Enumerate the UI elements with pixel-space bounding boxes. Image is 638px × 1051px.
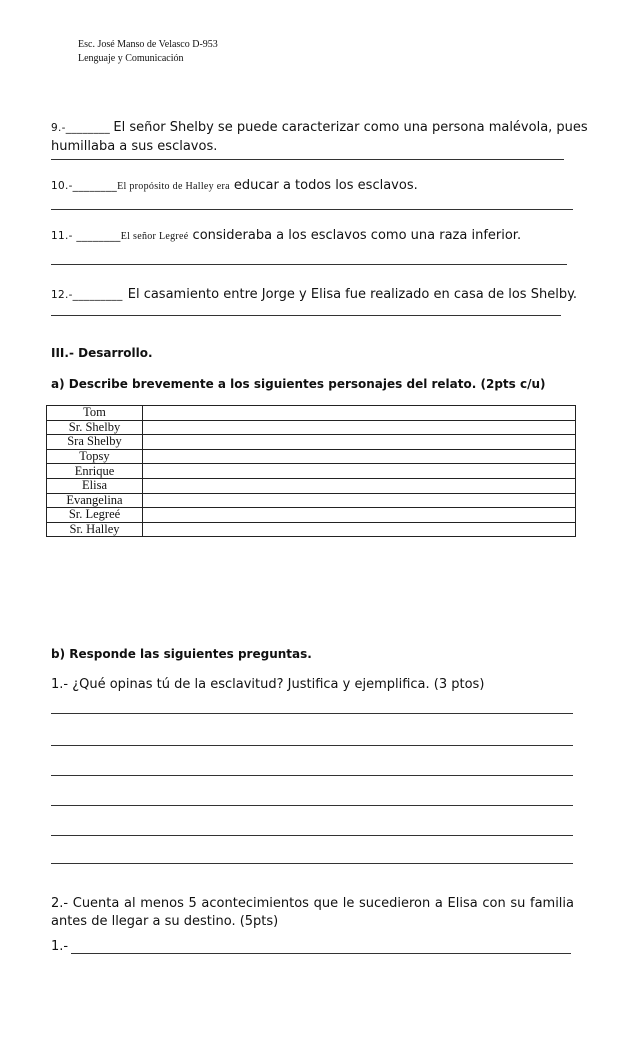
part-b-question-2-line1: 2.- Cuenta al menos 5 acontecimientos que le sucedieron a Elisa con su familia	[51, 896, 574, 911]
character-name: Tom	[47, 406, 143, 421]
character-row	[47, 449, 576, 464]
character-name: Sra Shelby	[47, 435, 143, 450]
part-b-question-2	[51, 895, 574, 931]
character-name: Evangelina	[47, 493, 143, 508]
character-row	[47, 508, 576, 523]
question-11-text-part1: El señor Legreé	[120, 231, 189, 242]
document-header	[78, 38, 218, 66]
character-name: Sr. Halley	[47, 522, 143, 537]
character-description-cell[interactable]	[143, 522, 576, 537]
character-name: Enrique	[47, 464, 143, 479]
part-b-question-2-line2: antes de llegar a su destino. (5pts)	[51, 914, 279, 929]
question-10	[51, 176, 418, 194]
question-10-number: 10.-________	[51, 180, 118, 192]
part-a-title: a) Describe brevemente a los siguientes personajes del relato. (2pts c/u)	[51, 377, 546, 391]
question-9-number: 9.-________	[51, 122, 111, 134]
answer-line	[51, 835, 573, 836]
answer-line	[51, 264, 567, 265]
character-description-cell[interactable]	[143, 493, 576, 508]
character-name: Topsy	[47, 449, 143, 464]
character-name: Sr. Legreé	[47, 508, 143, 523]
character-row	[47, 522, 576, 537]
character-description-cell[interactable]	[143, 449, 576, 464]
question-11	[51, 226, 521, 244]
answer-line	[51, 863, 573, 864]
subject-name: Lenguaje y Comunicación	[78, 53, 184, 64]
character-name: Sr. Shelby	[47, 420, 143, 435]
question-12	[51, 283, 577, 302]
character-description-cell[interactable]	[143, 435, 576, 450]
character-description-cell[interactable]	[143, 464, 576, 479]
characters-table	[46, 405, 576, 537]
answer-line	[51, 315, 561, 316]
answer-line	[51, 159, 564, 160]
question-12-number: 12.-_________	[51, 289, 123, 301]
answer-line	[71, 953, 571, 954]
part-b-title: b) Responde las siguientes preguntas.	[51, 647, 312, 661]
character-row	[47, 464, 576, 479]
question-9-text-line1: El señor Shelby se puede caracterizar como una persona malévola, pues	[113, 120, 588, 135]
character-row	[47, 478, 576, 493]
answer-line	[51, 805, 573, 806]
section-iii-title: III.- Desarrollo.	[51, 346, 153, 360]
answer-line	[51, 713, 573, 714]
character-row	[47, 420, 576, 435]
answer-line	[51, 775, 573, 776]
answer-1-label: 1.-	[51, 939, 69, 954]
character-row	[47, 493, 576, 508]
question-11-number: 11.- ________	[51, 230, 121, 242]
answer-line	[51, 745, 573, 746]
character-row	[47, 435, 576, 450]
question-11-text-part2: consideraba a los esclavos como una raza inferior.	[192, 228, 522, 243]
question-10-text-part2: educar a todos los esclavos.	[233, 178, 418, 193]
character-description-cell[interactable]	[143, 420, 576, 435]
question-12-text: El casamiento entre Jorge y Elisa fue realizado en casa de los Shelby.	[127, 287, 578, 302]
character-name: Elisa	[47, 478, 143, 493]
part-b-question-1: 1.- ¿Qué opinas tú de la esclavitud? Justifica y ejemplifica. (3 ptos)	[51, 677, 485, 692]
character-description-cell[interactable]	[143, 478, 576, 493]
character-description-cell[interactable]	[143, 406, 576, 421]
answer-line	[51, 209, 573, 210]
character-row	[47, 406, 576, 421]
question-9	[51, 118, 588, 156]
question-9-text-line2: humillaba a sus esclavos.	[51, 139, 218, 154]
question-10-text-part1: El propósito de Halley era	[117, 181, 230, 192]
school-name: Esc. José Manso de Velasco D-953	[78, 39, 218, 50]
character-description-cell[interactable]	[143, 508, 576, 523]
